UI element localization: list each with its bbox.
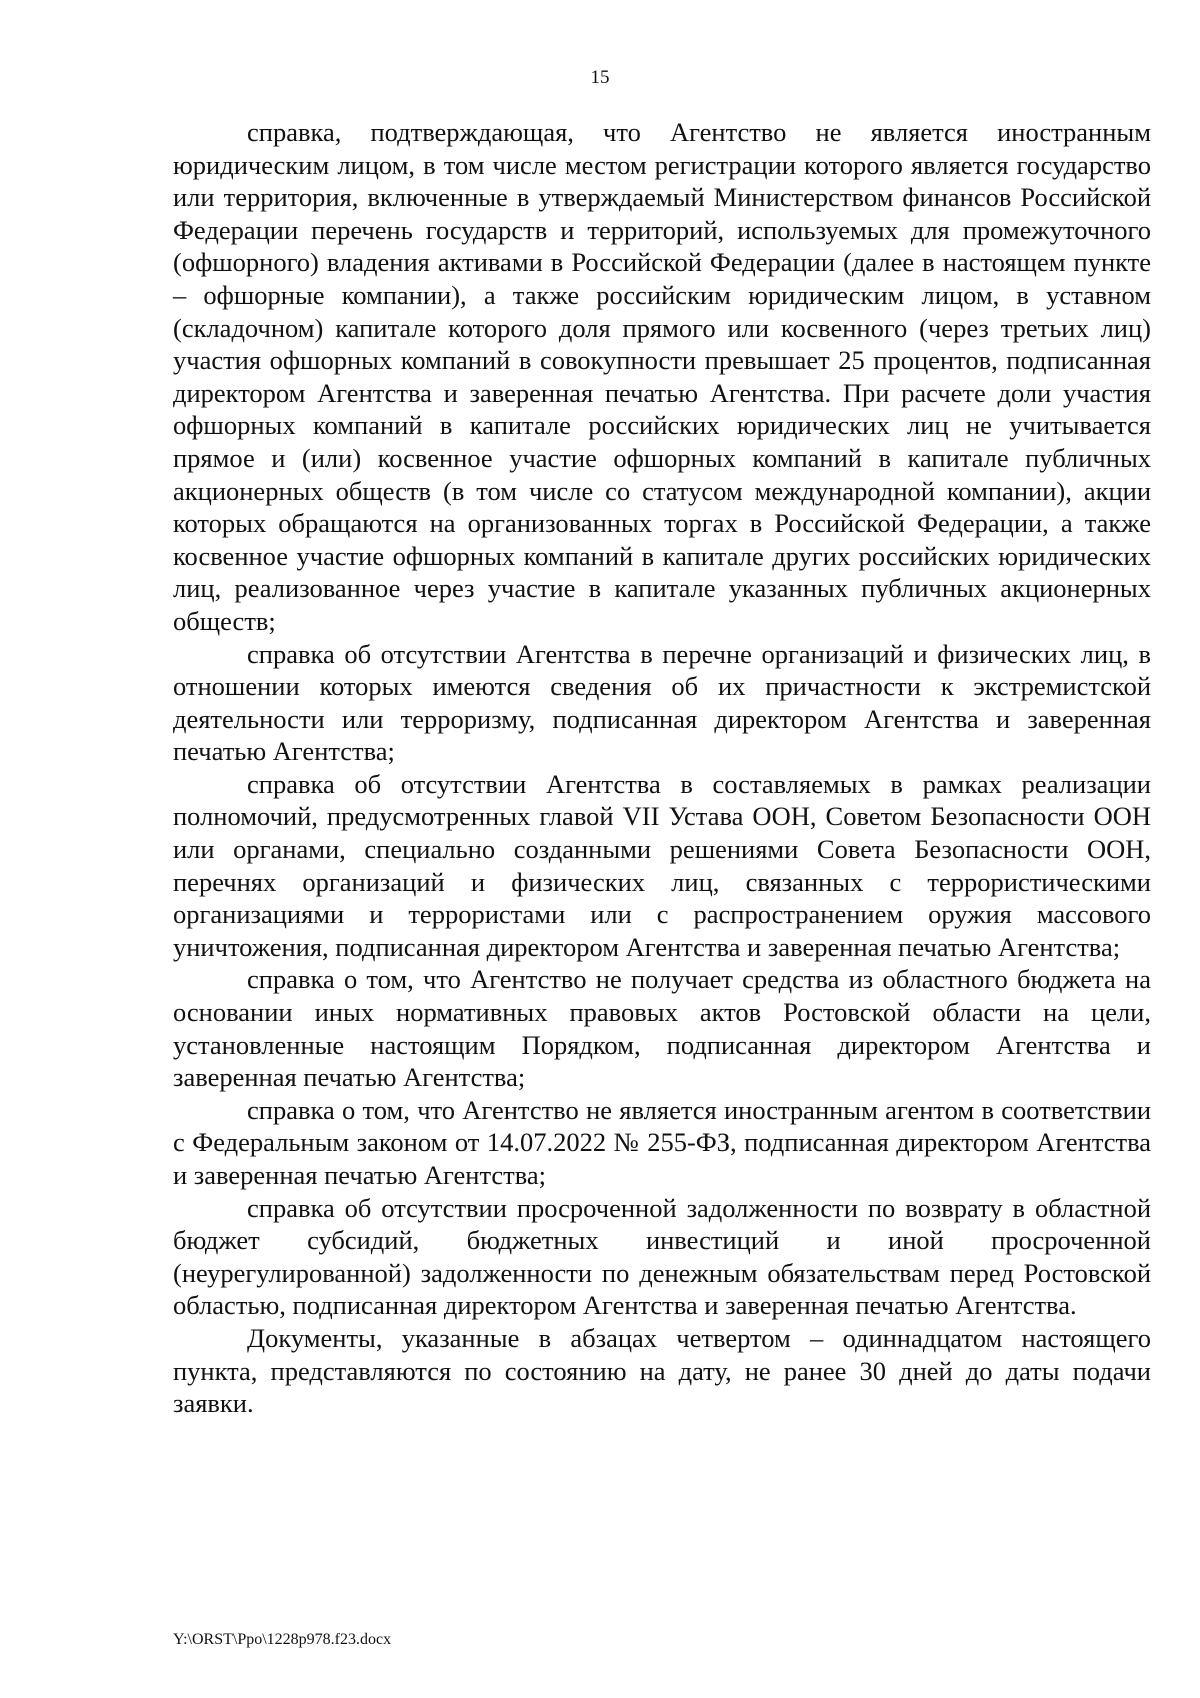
footer-file-path: Y:\ORST\Ppo\1228p978.f23.docx xyxy=(173,1631,392,1648)
paragraph-foreign-agent-certificate: справка о том, что Агентство не является иностранным агентом в соответствии с Федеральным законом от 14.07.2022 № 255-ФЗ, подписанная директором Агентства и заверенная печатью Агентства; xyxy=(173,1094,1151,1190)
paragraph-un-sanctions-certificate: справка об отсутствии Агентства в составляемых в рамках реализации полномочий, предусмотренных главой VII Устава ООН, Советом Безопасности ООН или органами, специально созданными решениями Совета Безопасности ООН, перечнях организаций и физических лиц, связанных с террористическими организациями и террористами или с распространением оружия массового уничтожения, подписанная директором Агентства и заверенная печатью Агентства; xyxy=(173,768,1151,962)
document-body xyxy=(173,116,1151,1420)
paragraph-regional-budget-certificate: справка о том, что Агентство не получает средства из областного бюджета на основании иных нормативных правовых актов Ростовской области на цели, установленные настоящим Порядком, подписанная директором Агентства и заверенная печатью Агентства; xyxy=(173,964,1151,1093)
paragraph-extremism-certificate: справка об отсутствии Агентства в перечне организаций и физических лиц, в отношении которых имеются сведения об их причастности к экстремистской деятельности или терроризму, подписанная директором Агентства и заверенная печатью Агентства; xyxy=(173,638,1151,767)
paragraph-offshore-certificate: справка, подтверждающая, что Агентство не является иностранным юридическим лицом, в том числе местом регистрации которого является государство или территория, включенные в утверждаемый Министерством финансов Российской Федерации перечень государств и территорий, используемых для промежуточного (офшорного) владения активами в Российской Федерации (далее в настоящем пункте – офшорные компании), а также российским юридическим лицом, в уставном (складочном) капитале которого доля прямого или косвенного (через третьих лиц) участия офшорных компаний в совокупности превышает 25 процентов, подписанная директором Агентства и заверенная печатью Агентства. При расчете доли участия офшорных компаний в капитале российских юридических лиц не учитывается прямое и (или) косвенное участие офшорных компаний в капитале публичных акционерных обществ (в том числе со статусом международной компании), акции которых обращаются на организованных торгах в Российской Федерации, а также косвенное участие офшорных компаний в капитале других российских юридических лиц, реализованное через участие в капитале указанных публичных акционерных обществ; xyxy=(173,117,1151,636)
page-number: 15 xyxy=(590,67,610,88)
paragraph-overdue-debt-certificate: справка об отсутствии просроченной задолженности по возврату в областной бюджет субсидий, бюджетных инвестиций и иной просроченной (неурегулированной) задолженности по денежным обязательствам перед Ростовской областью, подписанная директором Агентства и заверенная печатью Агентства. xyxy=(173,1192,1151,1321)
paragraph-document-validity: Документы, указанные в абзацах четвертом – одиннадцатом настоящего пункта, представляются по состоянию на дату, не ранее 30 дней до даты подачи заявки. xyxy=(173,1322,1151,1419)
